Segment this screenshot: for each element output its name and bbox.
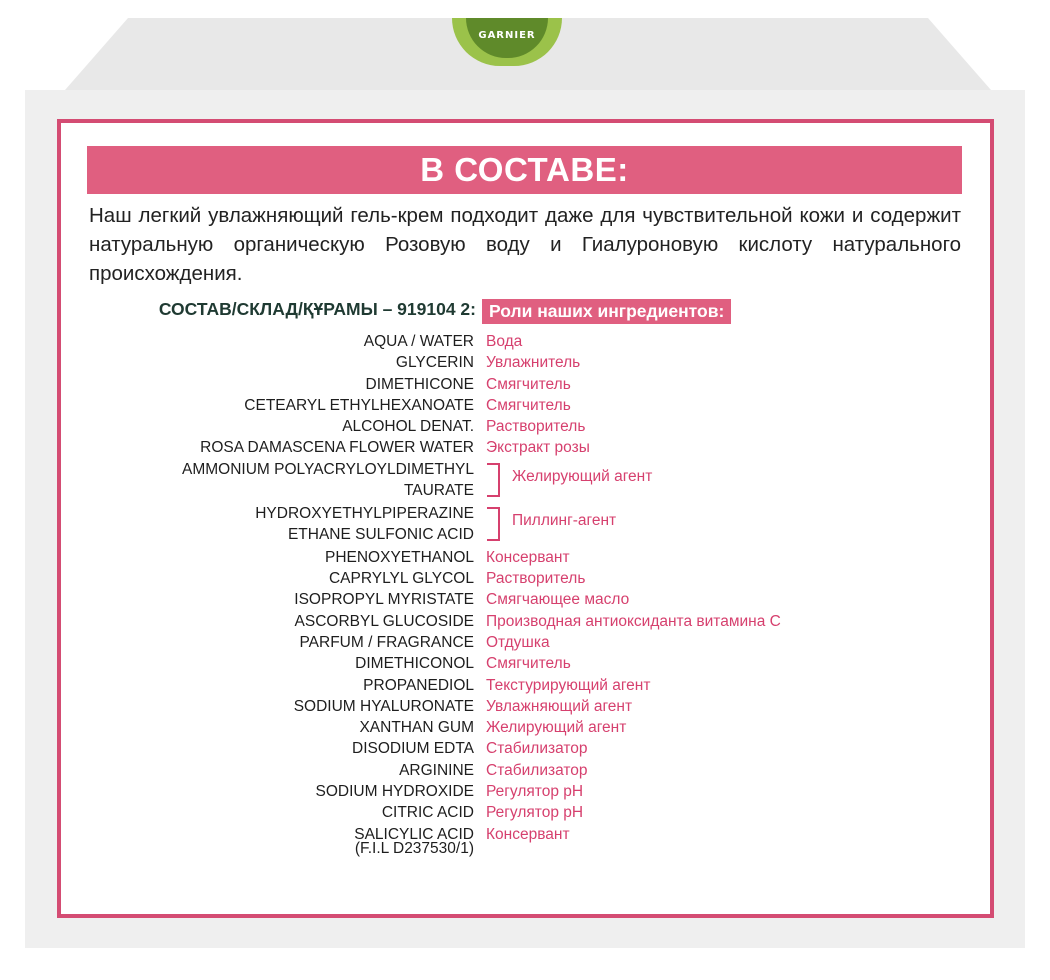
brand-logo-text: GARNIER xyxy=(466,18,548,58)
ingredient-role: Увлажняющий агент xyxy=(486,697,633,715)
ingredient-name-line1: AMMONIUM POLYACRYLOYLDIMETHYL xyxy=(182,460,474,478)
ingredient-name: ASCORBYL GLUCOSIDE xyxy=(294,612,474,630)
ingredient-role: Стабилизатор xyxy=(486,761,588,779)
ingredient-name: GLYCERIN xyxy=(395,354,474,372)
ingredient-name: PARFUM / FRAGRANCE xyxy=(299,633,474,651)
ingredient-name: SODIUM HYALURONATE xyxy=(293,697,474,715)
ingredient-role: Смягчитель xyxy=(486,396,571,414)
ingredient-name: DISODIUM EDTA xyxy=(352,740,474,758)
ingredient-name: XANTHAN GUM xyxy=(359,719,474,737)
ingredient-role: Регулятор pH xyxy=(486,783,584,801)
ingredient-role: Желирующий агент xyxy=(512,467,653,485)
ingredient-row xyxy=(0,824,1050,845)
ingredient-name: CITRIC ACID xyxy=(381,804,474,822)
ingredient-name: CETEARYL ETHYLHEXANOATE xyxy=(244,396,474,414)
ingredient-row xyxy=(0,352,1050,373)
ingredient-name: ISOPROPYL MYRISTATE xyxy=(294,591,474,609)
ingredient-row xyxy=(0,374,1050,395)
roles-heading: Роли наших ингредиентов: xyxy=(482,299,731,324)
ingredient-name xyxy=(182,459,474,501)
ingredient-role: Стабилизатор xyxy=(486,740,588,758)
ingredient-role: Производная антиоксиданта витамина С xyxy=(486,612,781,630)
ingredient-name xyxy=(255,503,474,545)
ingredient-row xyxy=(0,331,1050,352)
ingredient-name-line1: HYDROXYETHYLPIPERAZINE xyxy=(255,504,474,522)
ingredient-name: ROSA DAMASCENA FLOWER WATER xyxy=(200,439,474,457)
ingredient-row xyxy=(0,802,1050,823)
ingredient-name-line2: ETHANE SULFONIC ACID xyxy=(287,525,474,543)
ingredient-row xyxy=(0,675,1050,696)
ingredient-row xyxy=(0,760,1050,781)
composition-heading: СОСТАВ/СКЛАД/ҚҰРАМЫ – 919104 2: xyxy=(158,299,476,319)
ingredient-row xyxy=(0,437,1050,458)
ingredient-row xyxy=(0,503,1050,547)
ingredient-row xyxy=(0,547,1050,568)
ingredient-role: Консервант xyxy=(486,548,570,566)
ingredient-name: DIMETHICONE xyxy=(365,375,474,393)
ingredient-row xyxy=(0,611,1050,632)
ingredient-row xyxy=(0,696,1050,717)
ingredient-name: SALICYLIC ACID xyxy=(354,825,474,843)
ingredient-role: Пиллинг-агент xyxy=(512,511,617,529)
ingredient-role: Экстракт розы xyxy=(486,439,590,457)
ingredient-row xyxy=(0,568,1050,589)
ingredient-row xyxy=(0,717,1050,738)
ingredient-row xyxy=(0,738,1050,759)
bracket-icon xyxy=(487,463,500,497)
ingredient-name: SODIUM HYDROXIDE xyxy=(315,783,474,801)
ingredient-name-line2: TAURATE xyxy=(403,481,474,499)
ingredient-row xyxy=(0,416,1050,437)
ingredient-role: Смягчитель xyxy=(486,655,571,673)
ingredient-role: Увлажнитель xyxy=(486,354,581,372)
ingredient-role: Вода xyxy=(486,333,523,350)
ingredient-name: DIMETHICONOL xyxy=(355,655,474,673)
ingredient-row xyxy=(0,632,1050,653)
ingredient-name: CAPRYLYL GLYCOL xyxy=(328,570,474,588)
ingredient-row xyxy=(0,781,1050,802)
ingredient-role: Растворитель xyxy=(486,570,586,588)
ingredient-role: Смягчитель xyxy=(486,375,571,393)
ingredient-name: AQUA / WATER xyxy=(363,333,474,350)
bracket-icon xyxy=(487,507,500,541)
ingredient-row xyxy=(0,589,1050,610)
section-title: В СОСТАВЕ: xyxy=(87,146,962,194)
ingredient-name: ALCOHOL DENAT. xyxy=(342,418,474,436)
ingredient-role: Растворитель xyxy=(486,418,586,436)
ingredient-role: Отдушка xyxy=(486,633,550,651)
ingredient-row xyxy=(0,395,1050,416)
ingredient-row xyxy=(0,459,1050,503)
ingredient-name: PHENOXYETHANOL xyxy=(324,548,474,566)
ingredient-row xyxy=(0,653,1050,674)
fil-code: (F.I.L D237530/1) xyxy=(354,840,474,857)
ingredient-list xyxy=(0,331,1050,845)
ingredient-role: Текстурирующий агент xyxy=(486,676,651,694)
intro-text: Наш легкий увлажняющий гель-крем подходит даже для чувствительной кожи и содержит натуральную органическую Розовую воду и Гиалуроновую кислоту натурального происхождения. xyxy=(89,204,961,285)
ingredient-name: PROPANEDIOL xyxy=(363,676,474,694)
ingredient-role: Консервант xyxy=(486,825,570,843)
ingredient-role: Регулятор pH xyxy=(486,804,584,822)
ingredient-name: ARGININE xyxy=(399,761,474,779)
ingredient-role: Смягчающее масло xyxy=(486,591,630,609)
ingredient-role: Желирующий агент xyxy=(486,719,627,737)
